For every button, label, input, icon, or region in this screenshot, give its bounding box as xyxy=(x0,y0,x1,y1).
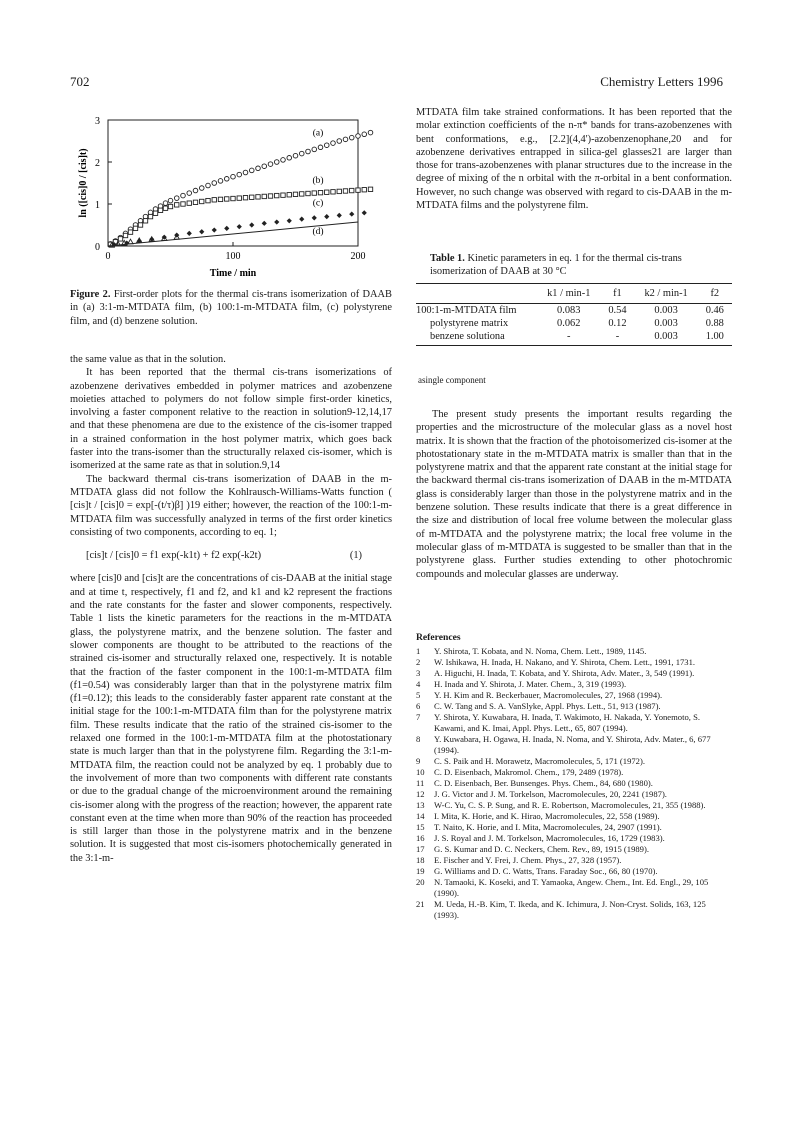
data-point xyxy=(287,193,291,197)
references-section xyxy=(416,632,732,921)
reference-item xyxy=(416,899,732,921)
reference-item xyxy=(416,844,732,855)
data-point xyxy=(324,143,329,148)
data-point xyxy=(118,237,122,241)
data-point xyxy=(337,139,342,144)
reference-number: 1 xyxy=(416,646,421,656)
data-point xyxy=(128,239,133,244)
data-point xyxy=(181,202,185,206)
data-point xyxy=(306,149,311,154)
table-cell: 0.12 xyxy=(608,318,627,329)
data-point xyxy=(299,151,304,156)
data-point xyxy=(181,193,186,198)
reference-text: C. S. Paik and H. Morawetz, Macromolecules, 5, 171 (1972). xyxy=(434,756,645,766)
right-paragraph-2: The present study presents the important results regarding the properties and the microstructure of the molecular glass as a novel host matrix. It is shown that the fraction of the photoisomerized cis-isomer at the photostationary state in the m-MTDATA matrix is smaller than that in the polystyrene matrix and that the apparent rate constant at the initial stage for the backward thermal cis-trans isomerization of DAAB in the m-MTDATA glass is considerably larger than those in the polystyrene matrix and in the benzene solution. These results indicate that there is a great difference in the size and distribution of local free volume between the molecular glass of m-MTDATA and the polystyrene matrix; the local free volume in the molecular glass of m-MTDATA is suggested to be smaller than that in the polystyrene glass. Further studies extending to other photochromic compounds and molecular glasses are underway. xyxy=(416,409,732,580)
reference-text: W. Ishikawa, H. Inada, H. Nakano, and Y. Shirota, Chem. Lett., 1991, 1731. xyxy=(434,657,696,667)
figure-caption-label: Figure 2. xyxy=(70,289,111,300)
data-point xyxy=(325,190,329,194)
table-header-cell xyxy=(416,284,537,304)
reference-number: 10 xyxy=(416,767,425,777)
reference-text: I. Mita, K. Horie, and K. Hirao, Macromolecules, 22, 558 (1989). xyxy=(434,811,660,821)
journal-title: Chemistry Letters 1996 xyxy=(600,74,723,89)
reference-number: 18 xyxy=(416,855,425,865)
reference-text: Y. Kuwabara, H. Ogawa, H. Inada, N. Noma, and Y. Shirota, Adv. Mater., 6, 677 (1994). xyxy=(434,734,711,755)
reference-item xyxy=(416,822,732,833)
reference-number: 2 xyxy=(416,657,421,667)
data-point xyxy=(312,191,316,195)
data-point xyxy=(143,219,147,223)
data-point xyxy=(281,158,286,163)
reference-number: 5 xyxy=(416,690,421,700)
table-caption xyxy=(430,252,720,278)
table-cell: - xyxy=(600,330,634,346)
left-paragraph-2: It has been reported that the thermal cis-trans isomerizations of azobenzene derivatives embedded in polymer matrices and azobenzene moieties attached to polymers do not follow simple first-order kinetics, involving a faster component relative to the reaction in solution9-12,14,17 and that these phenomena are due to the existence of the cis-isomer trapped in a strained conformation in the host polymer matrix, which goes back faster into the trans-isomer than the structurally relaxed cis-isomer, which is isomerized at the same rate as that in solution.9,14 xyxy=(70,367,392,472)
data-point xyxy=(293,192,297,196)
data-point xyxy=(362,188,366,192)
data-point xyxy=(249,222,254,227)
reference-text: C. W. Tang and S. A. VanSlyke, Appl. Phys. Lett., 51, 913 (1987). xyxy=(434,701,661,711)
reference-item xyxy=(416,778,732,789)
data-point xyxy=(206,198,210,202)
data-point xyxy=(193,200,197,204)
reference-text: Y. H. Kim and R. Beckerbauer, Macromolecules, 27, 1968 (1994). xyxy=(434,690,663,700)
data-point xyxy=(312,147,317,152)
data-point xyxy=(318,190,322,194)
reference-number: 14 xyxy=(416,811,425,821)
kinetic-parameters-table xyxy=(416,283,732,346)
series-label: (c) xyxy=(312,198,324,209)
series-label: (b) xyxy=(312,175,324,186)
data-point xyxy=(299,217,304,222)
page-number: 702 xyxy=(70,74,90,89)
reference-item xyxy=(416,756,732,767)
chart-marks xyxy=(108,128,373,248)
data-point xyxy=(187,191,192,196)
data-point xyxy=(343,189,347,193)
reference-number: 7 xyxy=(416,712,421,722)
reference-item xyxy=(416,646,732,657)
x-tick-label: 0 xyxy=(105,251,111,262)
table-cell: 0.003 xyxy=(654,318,678,329)
table-header-cell: f2 xyxy=(698,284,732,304)
data-point xyxy=(331,190,335,194)
series-label: (a) xyxy=(312,128,324,139)
y-axis-label: ln ([cis]0 / [cis]t) xyxy=(78,148,89,218)
reference-item xyxy=(416,811,732,822)
reference-number: 13 xyxy=(416,800,425,810)
table-caption-label: Table 1. xyxy=(430,253,465,264)
data-point xyxy=(274,219,279,224)
table-cell: 0.062 xyxy=(557,318,581,329)
equation-number: (1) xyxy=(349,550,362,562)
data-point xyxy=(287,218,292,223)
y-tick-label: 0 xyxy=(95,242,100,253)
figure-caption-text: First-order plots for the thermal cis-trans isomerization of DAAB in (a) 3:1-m-MTDATA film, (b) 100:1-m-MTDATA film, (c) polystyrene film, and (d) benzene solution. xyxy=(70,289,392,327)
data-point xyxy=(262,221,267,226)
references-list xyxy=(416,646,732,921)
reference-text: A. Higuchi, H. Inada, T. Kobata, and Y. Shirota, Adv. Mater., 3, 549 (1991). xyxy=(434,668,695,678)
reference-number: 20 xyxy=(416,877,425,887)
data-point xyxy=(337,213,342,218)
reference-item xyxy=(416,833,732,844)
data-point xyxy=(224,177,229,182)
data-point xyxy=(262,194,266,198)
data-point xyxy=(187,231,192,236)
reference-text: E. Fischer and Y. Frei, J. Chem. Phys., 27, 328 (1957). xyxy=(434,855,622,865)
reference-text: G. Williams and D. C. Watts, Trans. Faraday Soc., 66, 80 (1970). xyxy=(434,866,658,876)
data-point xyxy=(168,198,173,203)
table-header-cell: k1 / min-1 xyxy=(537,284,600,304)
table-header-row xyxy=(416,284,732,304)
reference-item xyxy=(416,690,732,701)
data-point xyxy=(350,188,354,192)
reference-text: H. Inada and Y. Shirota, J. Mater. Chem., 3, 319 (1993). xyxy=(434,679,627,689)
series-b xyxy=(108,175,372,247)
data-point xyxy=(293,153,298,158)
reference-number: 9 xyxy=(416,756,421,766)
reference-text: C. D. Eisenbach, Makromol. Chem., 179, 2489 (1978). xyxy=(434,767,624,777)
data-point xyxy=(362,132,367,137)
reference-text: T. Naito, K. Horie, and I. Mita, Macromolecules, 24, 2907 (1991). xyxy=(434,822,662,832)
reference-item xyxy=(416,866,732,877)
references-title: References xyxy=(416,632,461,643)
reference-item xyxy=(416,800,732,811)
data-point xyxy=(356,188,360,192)
y-tick-label: 2 xyxy=(95,158,100,169)
table-header-cell: f1 xyxy=(600,284,634,304)
reference-number: 4 xyxy=(416,679,421,689)
table-cell: 0.003 xyxy=(635,330,698,346)
table-caption-text: Kinetic parameters in eq. 1 for the thermal cis-trans isomerization of DAAB at 30 °C xyxy=(430,253,682,277)
data-point xyxy=(163,206,167,210)
data-point xyxy=(212,227,217,232)
table-cell: 0.88 xyxy=(705,318,724,329)
data-point xyxy=(163,201,168,206)
reference-item xyxy=(416,701,732,712)
data-point xyxy=(287,156,292,161)
x-tick-label: 200 xyxy=(350,251,366,262)
table-cell: polystyrene matrix xyxy=(430,318,509,329)
reference-item xyxy=(416,712,732,734)
reference-number: 21 xyxy=(416,899,425,909)
reference-item xyxy=(416,734,732,756)
left-paragraph-3: The backward thermal cis-trans isomerization of DAAB in the m-MTDATA glass did not follow the Kohlrausch-Williams-Watts function ( [cis]t / [cis]0 = exp[-(t/τ)β] )19 either; however, the reaction of the 100:1-m-MTDATA film was successfully analyzed in terms of the first order kinetics consisting of two components, according to eq. 1; xyxy=(70,473,392,538)
reference-number: 12 xyxy=(416,789,425,799)
data-point xyxy=(250,195,254,199)
table-cell: 0.083 xyxy=(557,305,581,316)
data-point xyxy=(343,137,348,142)
table-cell: 0.003 xyxy=(654,305,678,316)
data-point xyxy=(275,193,279,197)
data-point xyxy=(306,191,310,195)
data-point xyxy=(199,186,204,191)
data-point xyxy=(231,196,235,200)
data-point xyxy=(337,189,341,193)
data-point xyxy=(138,223,142,227)
data-point xyxy=(237,224,242,229)
data-point xyxy=(356,134,361,139)
data-point xyxy=(349,211,354,216)
reference-item xyxy=(416,679,732,690)
reference-item xyxy=(416,877,732,899)
data-point xyxy=(193,188,198,193)
data-point xyxy=(362,210,367,215)
table-cell: benzene solutiona xyxy=(416,330,537,346)
data-point xyxy=(318,145,323,150)
data-point xyxy=(268,194,272,198)
data-point xyxy=(133,226,137,230)
table-cell: - xyxy=(537,330,600,346)
table-row xyxy=(416,317,732,330)
reference-number: 15 xyxy=(416,822,425,832)
reference-item xyxy=(416,668,732,679)
data-point xyxy=(218,197,222,201)
reference-text: Y. Shirota, T. Kobata, and N. Noma, Chem. Lett., 1989, 1145. xyxy=(434,646,647,656)
data-point xyxy=(249,168,254,173)
right-column-conclusion xyxy=(416,408,732,581)
reference-item xyxy=(416,855,732,866)
data-point xyxy=(212,198,216,202)
data-point xyxy=(331,141,336,146)
table-footnote: asingle component xyxy=(418,375,486,385)
data-point xyxy=(300,192,304,196)
data-point xyxy=(168,204,172,208)
y-tick-label: 3 xyxy=(95,116,100,127)
data-point xyxy=(148,214,152,218)
reference-number: 19 xyxy=(416,866,425,876)
reference-text: J. S. Royal and J. M. Torkelson, Macromolecules, 16, 1729 (1983). xyxy=(434,833,665,843)
reference-number: 16 xyxy=(416,833,425,843)
left-column xyxy=(70,353,392,865)
data-point xyxy=(231,174,236,179)
x-tick-label: 100 xyxy=(225,251,241,262)
right-column-top xyxy=(416,106,732,212)
data-point xyxy=(187,201,191,205)
table-row xyxy=(416,304,732,318)
series-label: (d) xyxy=(312,226,324,237)
reference-text: M. Ueda, H.-B. Kim, T. Ikeda, and K. Ichimura, J. Non-Cryst. Solids, 163, 125 (1993). xyxy=(434,899,706,920)
reference-text: C. D. Eisenbach, Ber. Bunsenges. Phys. Chem., 84, 680 (1980). xyxy=(434,778,653,788)
reference-text: W-C. Yu, C. S. P. Sung, and R. E. Robertson, Macromolecules, 21, 355 (1988). xyxy=(434,800,706,810)
reference-item xyxy=(416,767,732,778)
table-cell: 0.46 xyxy=(705,305,724,316)
y-tick-label: 1 xyxy=(95,200,100,211)
data-point xyxy=(218,179,223,184)
data-point xyxy=(243,196,247,200)
data-point xyxy=(200,199,204,203)
data-point xyxy=(153,211,157,215)
reference-number: 17 xyxy=(416,844,425,854)
data-point xyxy=(206,183,211,188)
equation-1 xyxy=(70,549,392,562)
data-point xyxy=(158,208,162,212)
data-point xyxy=(175,203,179,207)
table-cell: 100:1-m-MTDATA film xyxy=(416,305,517,316)
data-point xyxy=(199,229,204,234)
reference-text: Y. Shirota, Y. Kuwabara, H. Inada, T. Wakimoto, H. Nakada, Y. Yonemoto, S. Kawami, and K. Imai, Appl. Phys. Lett., 65, 807 (1994). xyxy=(434,712,701,733)
reference-number: 6 xyxy=(416,701,421,711)
data-point xyxy=(212,181,217,186)
data-point xyxy=(256,195,260,199)
data-point xyxy=(368,130,373,135)
equation-text: [cis]t / [cis]0 = f1 exp(-k1t) + f2 exp(-k2t) xyxy=(86,550,262,562)
data-point xyxy=(324,214,329,219)
reference-item xyxy=(416,657,732,668)
reference-text: N. Tamaoki, K. Koseki, and T. Yamaoka, Angew. Chem., Int. Ed. Engl., 29, 105 (1990). xyxy=(434,877,709,898)
data-point xyxy=(256,166,261,171)
data-point xyxy=(312,215,317,220)
reference-text: J. G. Victor and J. M. Torkelson, Macromolecules, 20, 2241 (1987). xyxy=(434,789,667,799)
left-paragraph-1: the same value as that in the solution. xyxy=(70,354,226,365)
series-a xyxy=(108,128,373,247)
left-paragraph-4: where [cis]0 and [cis]t are the concentrations of cis-DAAB at the initial stage and at time t, respectively, f1 and f2, and k1 and k2 represent the fractions and the rate constants for the faster and slower components, respectively. Table 1 lists the kinetic parameters for the reactions in the m-MTDATA glass, the polystyrene matrix, and the benzene solution. The faster and slower components are thought to be attributed to the reactions of the strained cis-isomer and structurally relaxed one, respectively. It is notable that the fraction of the faster component in the 100:1-m-MTDATA film (f1=0.54) was considerably larger than that in the polystyrene matrix film (f1=0.12); this leads to the considerably faster apparent rate constant at the initial stage for the 100:1-m-MTDATA film than for the polystyrene matrix film. These results indicate that the ratio of the strained cis-isomer to the relaxed one formed in the 100:1-m-MTDATA film at the photostationary state is much larger than that in the polystyrene film. Regarding the 3:1-m-MTDATA film, the reaction could not be analyzed by eq. 1 probably due to the involvement of more than two components with different rate constants or due to the gradual change of the microenvironment around the remaining cis-isomer along with the progress of the reaction; however, the apparent rate constant even at the time when more than 90% of the reaction has proceeded is still larger than those in the polystyrene matrix and in the benzene solution. It is suggested that most cis-isomers photochemically generated in the 3:1-m- xyxy=(70,573,392,864)
data-point xyxy=(224,226,229,231)
table-cell: 1.00 xyxy=(698,330,732,346)
data-point xyxy=(368,187,372,191)
data-point xyxy=(262,164,267,169)
reference-number: 11 xyxy=(416,778,425,788)
reference-item xyxy=(416,789,732,800)
data-point xyxy=(123,233,127,237)
table-cell: 0.54 xyxy=(608,305,627,316)
reference-text: G. S. Kumar and D. C. Neckers, Chem. Rev., 89, 1915 (1989). xyxy=(434,844,649,854)
data-point xyxy=(225,197,229,201)
data-point xyxy=(237,172,242,177)
table-header-cell: k2 / min-1 xyxy=(635,284,698,304)
data-point xyxy=(281,193,285,197)
reference-number: 3 xyxy=(416,668,421,678)
data-point xyxy=(237,196,241,200)
x-axis-label: Time / min xyxy=(209,268,257,279)
right-paragraph-1: MTDATA film take strained conformations. It has been reported that the molar extinction coefficients of the n-π* bands for trans-azobenzenes with bent conformations, e.g., [2.2](4,4')-azobenzenophane,20 and for azobenzene derivatives entrapped in silica-gel glasses21 are larger than those for trans-azobenzenes with planar structures due to the increase in the degree of mixing of the n orbital with the π-orbital in a bent conformation. However, no such change was observed with regard to cis-DAAB in the m-MTDATA films and the polystyrene film. xyxy=(416,107,732,212)
figure-2-chart xyxy=(70,106,392,286)
data-point xyxy=(174,196,179,201)
data-point xyxy=(268,162,273,167)
data-point xyxy=(243,170,248,175)
data-point xyxy=(349,135,354,140)
data-point xyxy=(128,230,132,234)
table-row xyxy=(416,330,732,346)
reference-number: 8 xyxy=(416,734,421,744)
data-point xyxy=(274,160,279,165)
figure-caption xyxy=(70,288,392,328)
